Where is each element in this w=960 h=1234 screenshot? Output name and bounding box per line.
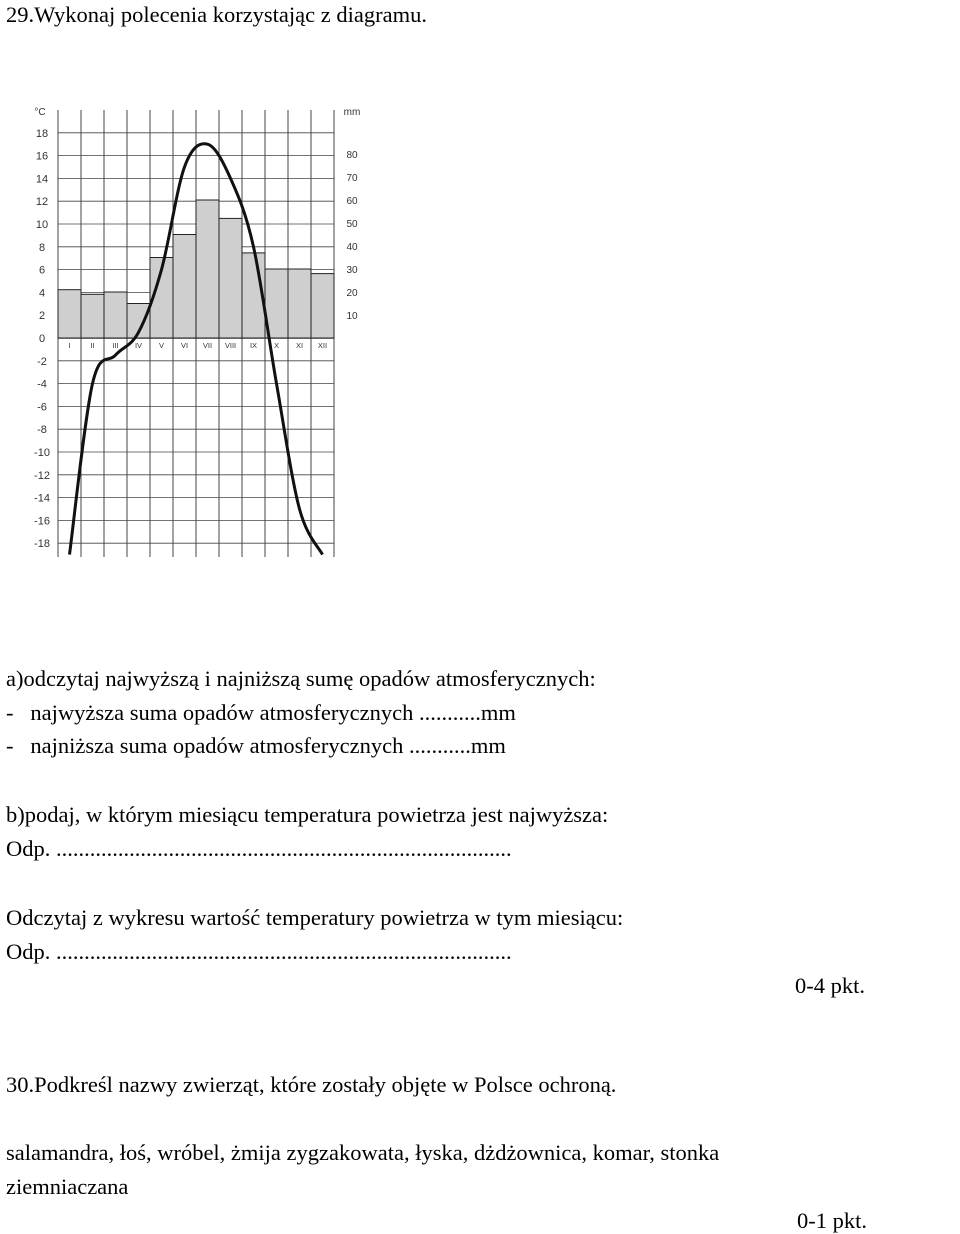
precip-bar-III <box>104 292 127 338</box>
left-tick-label: -10 <box>34 447 50 459</box>
month-label-X: X <box>273 341 280 350</box>
month-label-VIII: VIII <box>224 341 237 350</box>
right-axis-labels <box>344 107 361 322</box>
right-tick-label: 30 <box>346 265 358 276</box>
month-label-II: II <box>90 341 95 350</box>
precip-bar-VII <box>196 200 219 338</box>
answer-line-warmest-month[interactable]: Odp. ................................................................................. <box>6 836 512 861</box>
month-label-III: III <box>112 341 119 350</box>
right-tick-label: 10 <box>346 311 358 322</box>
precip-bar-I <box>58 290 81 338</box>
month-label-V: V <box>158 341 165 350</box>
precip-bar-XII <box>311 274 334 338</box>
task-29-title: 29.Wykonaj polecenia korzystając z diagramu. <box>6 2 427 27</box>
left-tick-label: 12 <box>35 196 49 209</box>
left-tick-label: 6 <box>38 264 46 277</box>
left-tick-label: 8 <box>38 241 46 254</box>
month-label-IX: IX <box>249 341 258 350</box>
right-tick-label: 40 <box>346 242 358 253</box>
month-label-VI: VI <box>180 341 189 350</box>
part-a-question: a)odczytaj najwyższą i najniższą sumę opadów atmosferycznych: <box>6 666 596 691</box>
month-label-I: I <box>68 341 71 350</box>
right-axis-unit: mm <box>343 107 361 118</box>
left-tick-label: 16 <box>35 150 49 163</box>
left-tick-label: -14 <box>34 492 50 505</box>
answer-line-temperature[interactable]: Odp. ................................................................................. <box>6 939 512 964</box>
precip-bar-VIII <box>219 218 242 338</box>
climatogram-chart <box>0 95 400 565</box>
part-b-question-2: Odczytaj z wykresu wartość temperatury powietrza w tym miesiącu: <box>6 905 624 930</box>
left-tick-label: -8 <box>37 424 47 437</box>
left-tick-label: -16 <box>34 515 50 528</box>
left-tick-label: -18 <box>34 538 50 551</box>
task-30-points: 0-1 pkt. <box>797 1208 867 1233</box>
precip-bar-VI <box>173 235 196 339</box>
left-axis-labels <box>34 107 50 550</box>
animals-list-line-1[interactable]: salamandra, łoś, wróbel, żmija zygzakowata, łyska, dżdżownica, komar, stonka <box>6 1140 720 1165</box>
part-b-question: b)podaj, w którym miesiącu temperatura powietrza jest najwyższa: <box>6 802 609 827</box>
right-tick-label: 20 <box>346 288 358 299</box>
left-tick-label: 2 <box>38 310 46 323</box>
right-tick-label: 80 <box>346 150 358 161</box>
month-label-XII: XII <box>317 341 328 350</box>
animals-list-line-2[interactable]: ziemniaczana <box>6 1174 129 1199</box>
precipitation-bars <box>58 200 334 338</box>
left-tick-label: 18 <box>35 127 49 140</box>
answer-line-min-precipitation[interactable]: - najniższa suma opadów atmosferycznych ...........mm <box>6 733 506 758</box>
left-tick-label: 14 <box>35 173 49 186</box>
task-29-points: 0-4 pkt. <box>795 973 865 998</box>
left-tick-label: -2 <box>37 355 47 368</box>
right-tick-label: 50 <box>346 219 358 230</box>
left-tick-label: 4 <box>38 287 46 300</box>
left-tick-label: 0 <box>38 333 46 345</box>
left-tick-label: 10 <box>35 219 49 231</box>
month-label-XI: XI <box>295 341 304 350</box>
right-tick-label: 60 <box>346 196 358 207</box>
right-tick-label: 70 <box>346 173 358 184</box>
precip-bar-II <box>81 294 104 338</box>
task-30-title: 30.Podkreśl nazwy zwierząt, które zostały objęte w Polsce ochroną. <box>6 1072 617 1097</box>
left-axis-unit: °C <box>34 107 46 118</box>
month-label-IV: IV <box>134 341 143 350</box>
precip-bar-XI <box>288 269 311 338</box>
left-tick-label: -12 <box>34 469 50 482</box>
month-label-VII: VII <box>202 341 213 350</box>
left-tick-label: -6 <box>37 401 47 414</box>
answer-line-max-precipitation[interactable]: - najwyższa suma opadów atmosferycznych ...........mm <box>6 700 516 725</box>
left-tick-label: -4 <box>37 378 47 391</box>
